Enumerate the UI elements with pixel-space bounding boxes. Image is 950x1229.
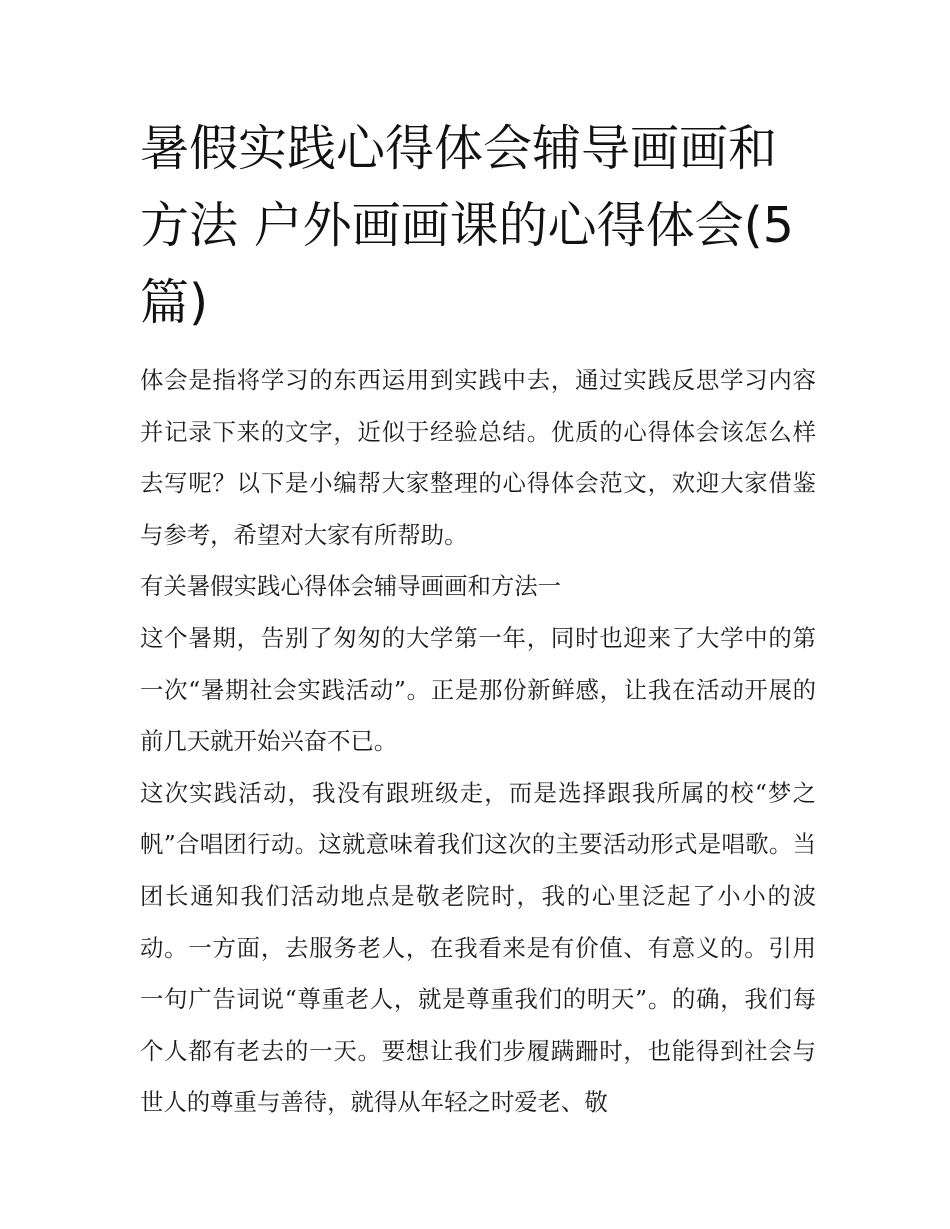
document-body	[140, 355, 816, 1129]
intro-paragraph: 体会是指将学习的东西运用到实践中去，通过实践反思学习内容并记录下来的文字，近似于经验总结。优质的心得体会该怎么样去写呢？以下是小编帮大家整理的心得体会范文，欢迎大家借鉴与参考，希望对大家有所帮助。	[140, 366, 816, 549]
document-title: 暑假实践心得体会辅导画画和方法 户外画画课的心得体会(5篇)	[140, 120, 794, 331]
body-paragraph: 这次实践活动，我没有跟班级走，而是选择跟我所属的校“梦之帆”合唱团行动。这就意味着我们这次的主要活动形式是唱歌。当团长通知我们活动地点是敬老院时，我的心里泛起了小小的波动。一方面，去服务老人，在我看来是有价值、有意义的。引用一句广告词说“尊重老人，就是尊重我们的明天”。的确，我们每个人都有老去的一天。要想让我们步履蹒跚时，也能得到社会与世人的尊重与善待，就得从年轻之时爱老、敬	[140, 778, 816, 1117]
body-paragraph: 这个暑期，告别了匆匆的大学第一年，同时也迎来了大学中的第一次“暑期社会实践活动”。正是那份新鲜感，让我在活动开展的前几天就开始兴奋不已。	[140, 623, 816, 756]
section-heading: 有关暑假实践心得体会辅导画画和方法一	[140, 572, 562, 601]
